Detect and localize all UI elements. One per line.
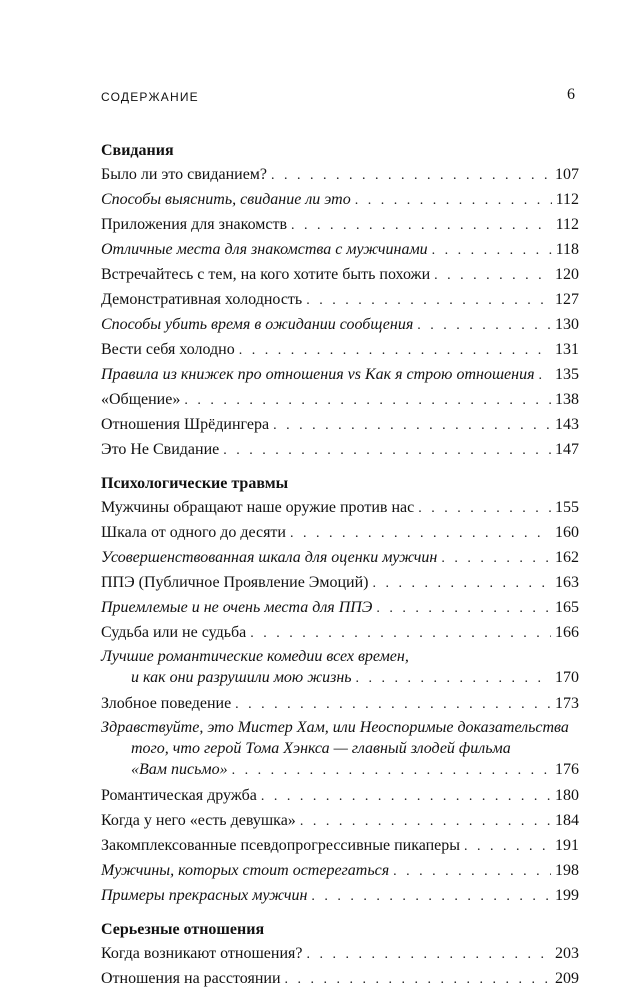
entry-page: 203	[555, 945, 579, 962]
dot-leader	[261, 785, 551, 809]
entry-label: Вести себя холодно	[101, 341, 235, 358]
toc-entry	[101, 596, 579, 621]
entry-label: Закомплексованные псевдопрогрессивные пикаперы	[101, 837, 461, 854]
toc-entry	[101, 859, 579, 884]
toc-entry	[101, 784, 579, 809]
toc-entry	[101, 213, 579, 238]
entry-page: 160	[555, 524, 579, 541]
toc-entry	[101, 496, 579, 521]
entry-label: Судьба или не судьба	[101, 624, 247, 641]
entry-label: Способы убить время в ожидании сообщения	[101, 316, 414, 333]
entry-last-line	[101, 667, 579, 689]
entry-page: 127	[555, 291, 579, 308]
entry-page: 163	[555, 574, 579, 591]
entry-label-line: и как они разрушили мою жизнь	[131, 669, 352, 686]
entry-page: 107	[555, 166, 579, 183]
toc-entry	[101, 413, 579, 438]
entry-page: 118	[555, 241, 579, 258]
entry-label: Примеры прекрасных мужчин	[101, 887, 308, 904]
entry-page: 143	[555, 416, 579, 433]
entry-page: 198	[555, 862, 579, 879]
page-number: 6	[567, 86, 575, 103]
entry-label-line: Здравствуйте, это Мистер Хам, или Неоспоримые доказательства	[101, 719, 569, 736]
dot-leader	[356, 668, 551, 689]
entry-label: Это Не Свидание	[101, 441, 220, 458]
dot-leader	[376, 597, 551, 621]
section-title: Психологические травмы	[101, 475, 289, 492]
entry-label-line: Лучшие романтические комедии всех времен,	[101, 648, 409, 665]
toc-entry-multiline	[101, 646, 579, 689]
entry-page: 155	[555, 499, 579, 516]
entry-label: Отношения на расстоянии	[101, 970, 281, 987]
toc-entry	[101, 834, 579, 859]
entry-label: «Общение»	[101, 391, 181, 408]
entry-page: 184	[555, 812, 579, 829]
dot-leader	[434, 264, 551, 288]
entry-label: Приложения для знакомств	[101, 216, 288, 233]
toc-entry	[101, 188, 579, 213]
toc-entry	[101, 692, 579, 717]
entry-label: Когда возникают отношения?	[101, 945, 303, 962]
dot-leader	[300, 810, 551, 834]
entry-label-line: того, что герой Тома Хэнкса — главный злодей фильма	[131, 740, 511, 757]
toc-entry	[101, 288, 579, 313]
entry-page: 173	[555, 695, 579, 712]
entry-label: Шкала от одного до десяти	[101, 524, 286, 541]
dot-leader	[232, 760, 551, 781]
entry-last-line	[101, 759, 579, 781]
entry-page: 165	[555, 599, 579, 616]
toc-entry	[101, 967, 579, 992]
entry-page: 180	[555, 787, 579, 804]
toc-entry	[101, 521, 579, 546]
dot-leader	[223, 439, 551, 463]
toc-entry	[101, 338, 579, 363]
entry-label: Способы выяснить, свидание ли это	[101, 191, 351, 208]
section-title: Свидания	[101, 142, 174, 159]
dot-leader	[418, 497, 551, 521]
entry-page: 209	[555, 970, 579, 987]
dot-leader	[539, 364, 552, 388]
table-of-contents	[101, 140, 579, 1002]
dot-leader	[441, 547, 551, 571]
dot-leader	[184, 389, 551, 413]
entry-label: Демонстративная холодность	[101, 291, 303, 308]
dot-leader	[250, 622, 551, 646]
dot-leader	[306, 289, 551, 313]
entry-label: Было ли это свиданием?	[101, 166, 268, 183]
entry-page: 162	[555, 549, 579, 566]
toc-entry	[101, 163, 579, 188]
entry-page: 131	[555, 341, 579, 358]
entry-label: Романтическая дружба	[101, 787, 257, 804]
dot-leader	[464, 835, 551, 859]
entry-label-line: «Вам письмо»	[131, 761, 228, 778]
entry-label: Встречайтесь с тем, на кого хотите быть похожи	[101, 266, 431, 283]
toc-entry	[101, 238, 579, 263]
toc-section-dating	[101, 140, 579, 463]
dot-leader	[273, 414, 551, 438]
dot-leader	[355, 189, 552, 213]
entry-page: 130	[555, 316, 579, 333]
toc-entry	[101, 438, 579, 463]
entry-page: 191	[555, 837, 579, 854]
section-title: Серьезные отношения	[101, 921, 265, 938]
toc-section-serious	[101, 919, 579, 992]
toc-entry-multiline	[101, 717, 579, 781]
dot-leader	[417, 314, 551, 338]
toc-entry	[101, 388, 579, 413]
dot-leader	[393, 860, 551, 884]
toc-entry	[101, 571, 579, 596]
entry-page: 112	[555, 191, 579, 208]
entry-page: 135	[555, 366, 579, 383]
toc-entry	[101, 884, 579, 909]
entry-label: Правила из книжек про отношения vs Как я строю отношения	[101, 366, 535, 383]
toc-entry	[101, 546, 579, 571]
dot-leader	[239, 339, 551, 363]
entry-page: 170	[555, 669, 579, 686]
toc-entry	[101, 313, 579, 338]
entry-page: 147	[555, 441, 579, 458]
entry-label: ППЭ (Публичное Проявление Эмоций)	[101, 574, 369, 591]
toc-entry	[101, 942, 579, 967]
entry-label: Усовершенствованная шкала для оценки мужчин	[101, 549, 438, 566]
entry-label: Мужчины, которых стоит остерегаться	[101, 862, 390, 879]
dot-leader	[311, 885, 551, 909]
dot-leader	[432, 239, 552, 263]
dot-leader	[307, 943, 552, 967]
entry-page: 166	[555, 624, 579, 641]
running-head: СОДЕРЖАНИЕ	[101, 90, 199, 104]
entry-page: 120	[555, 266, 579, 283]
dot-leader	[271, 164, 551, 188]
entry-page: 112	[555, 216, 579, 233]
entry-page: 199	[555, 887, 579, 904]
entry-label: Мужчины обращают наше оружие против нас	[101, 499, 415, 516]
entry-label: Приемлемые и не очень места для ППЭ	[101, 599, 373, 616]
dot-leader	[285, 968, 551, 992]
toc-entry	[101, 363, 579, 388]
dot-leader	[373, 572, 551, 596]
entry-label: Когда у него «есть девушка»	[101, 812, 296, 829]
toc-entry	[101, 621, 579, 646]
dot-leader	[290, 522, 551, 546]
dot-leader	[235, 693, 551, 717]
entry-label: Отличные места для знакомства с мужчинами	[101, 241, 428, 258]
entry-page: 176	[555, 761, 579, 778]
entry-label: Злобное поведение	[101, 695, 232, 712]
entry-page: 138	[555, 391, 579, 408]
toc-section-trauma	[101, 473, 579, 909]
dot-leader	[291, 214, 552, 238]
toc-entry	[101, 809, 579, 834]
entry-label: Отношения Шрёдингера	[101, 416, 270, 433]
toc-entry	[101, 263, 579, 288]
